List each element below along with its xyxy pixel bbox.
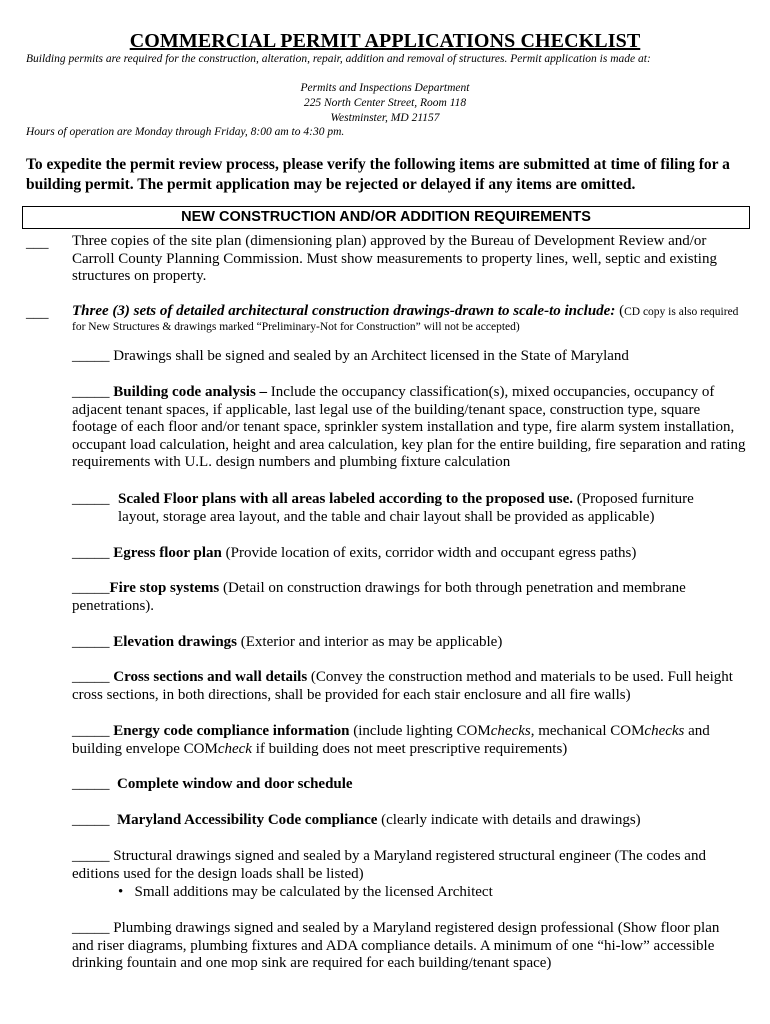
checkbox-blank[interactable]: _____ [72,491,110,507]
checkbox-blank[interactable]: _____ [72,776,110,792]
energy-italic-3: check [217,740,252,757]
checkbox-blank[interactable]: _____ [72,723,110,739]
energy-text-4: if building does not meet prescriptive requirements) [251,740,568,757]
egress-label: Egress floor plan [113,545,222,561]
elevation-label: Elevation drawings [113,634,238,650]
checkbox-blank[interactable]: _____ [72,545,110,561]
fire-stop-text: (Detail on construction drawings for both through penetration and membrane penetrations). [72,580,686,614]
structural-bullet [118,884,718,902]
elevation-text: (Exterior and interior as may be applicable) [237,634,503,650]
checkbox-blank[interactable]: _____ [72,634,110,650]
address-line-3: Westminster, MD 21157 [330,112,440,124]
structural-item [72,848,747,883]
code-analysis-text: Include the occupancy classification(s), mixed occupancies, occupancy of adjacent tenant spaces, if applicable, last legal use of the building/tenant space, construction type, square footage of each floor and/or tenant space, sprinkler system installation and type, fire alarm system installation, occupant load calculation, height and area calculation, key plan for the entire building, fire separation and rating requirements with U.L. design numbers and plumbing fixture calculation [72,384,746,470]
checkbox-blank[interactable]: _____ [72,384,110,400]
cross-sections-text: (Convey the construction method and materials to be used. Full height cross sections, in both directions, shall be provided for each stair enclosure and all fire walls) [72,669,733,703]
structural-text: Structural drawings signed and sealed by a Maryland registered structural engineer (The codes and editions used for the design loads shall be listed) [72,848,706,882]
site-plan-item: Three copies of the site plan (dimensioning plan) approved by the Bureau of Development Review and/or Carroll County Planning Commission. Must show measurements to property lines, well, septic and existing structures on property. [72,233,717,284]
signed-item [72,348,752,366]
checkbox-blank[interactable]: _____ [72,848,110,864]
arch-paren: ( [615,303,625,319]
cross-sections-label: Cross sections and wall details [113,669,308,685]
signed-text: Drawings shall be signed and sealed by an Architect licensed in the State of Maryland [113,348,629,364]
arch-lead: Three (3) sets of detailed architectural construction drawings-drawn to scale-to include: [72,303,616,319]
arch-drawings-item [72,303,752,322]
floor-plans-text: (Proposed furniture layout, storage area layout, and the table and chair layout shall be provided as applicable) [118,491,694,525]
checkbox-blank[interactable]: _____ [72,669,110,685]
accessibility-label: Maryland Accessibility Code compliance [117,812,378,828]
checkbox-blank[interactable]: _____ [72,580,110,596]
fire-stop-item [72,580,732,615]
plumbing-item [72,920,732,973]
accessibility-item [72,812,752,830]
energy-italic-2: checks [644,723,685,739]
elevation-item [72,634,752,652]
egress-item [72,545,752,563]
plumbing-text: Plumbing drawings signed and sealed by a Maryland registered design professional (Show floor plan and riser diagrams, plumbing fixtures and ADA compliance details. A minimum of one “hi-low” accessible drinking fountain and one mop sink are required for each building/tenant space) [72,920,720,971]
energy-code-item [72,723,752,758]
checkbox-blank[interactable]: _____ [72,920,110,936]
energy-italic-1: checks [490,723,531,739]
floor-plans-item [118,491,718,526]
checkbox-blank[interactable]: _____ [72,348,110,364]
checkbox-blank[interactable]: _____ [72,812,110,828]
energy-text-2: , mechanical COM [530,723,645,739]
cross-sections-item [72,669,752,704]
expedite-note: To expedite the permit review process, please verify the following items are submitted at time of filing for a building permit. The permit application may be rejected or delayed if any items are omitted. [26,156,730,193]
window-schedule-label: Complete window and door schedule [117,776,353,792]
floor-plans-label: Scaled Floor plans with all areas labeled according to the proposed use. [118,491,574,507]
energy-code-label: Energy code compliance information [113,723,350,739]
fire-stop-label: Fire stop systems [109,580,220,596]
energy-text-1: (include lighting COM [349,723,491,739]
address-line-1: Permits and Inspections Department [300,82,470,94]
energy-text-3: and building envelope COM [72,723,710,757]
code-analysis-item [72,384,747,472]
section-header: NEW CONSTRUCTION AND/OR ADDITION REQUIREMENTS [22,206,750,229]
accessibility-text: (clearly indicate with details and drawings) [377,812,641,828]
hours-text: Hours of operation are Monday through Friday, 8:00 am to 4:30 pm. [26,126,345,138]
page-title: COMMERCIAL PERMIT APPLICATIONS CHECKLIST [129,30,641,52]
bullet-icon: • [118,884,124,900]
structural-bullet-text: Small additions may be calculated by the licensed Architect [134,884,493,900]
arch-note-a: CD copy is also required [624,306,739,318]
intro-text: Building permits are required for the construction, alteration, repair, addition and removal of structures. Permit application is made at: [26,53,651,65]
code-analysis-label: Building code analysis – [113,384,268,400]
checkbox-blank[interactable]: ___ [26,235,49,251]
egress-text: (Provide location of exits, corridor width and occupant egress paths) [221,545,637,561]
arch-note-b: for New Structures & drawings marked “Preliminary-Not for Construction” will not be accepted) [72,321,520,333]
address-line-2: 225 North Center Street, Room 118 [303,97,467,109]
checkbox-blank[interactable]: ___ [26,305,49,321]
window-schedule-item [72,776,752,794]
